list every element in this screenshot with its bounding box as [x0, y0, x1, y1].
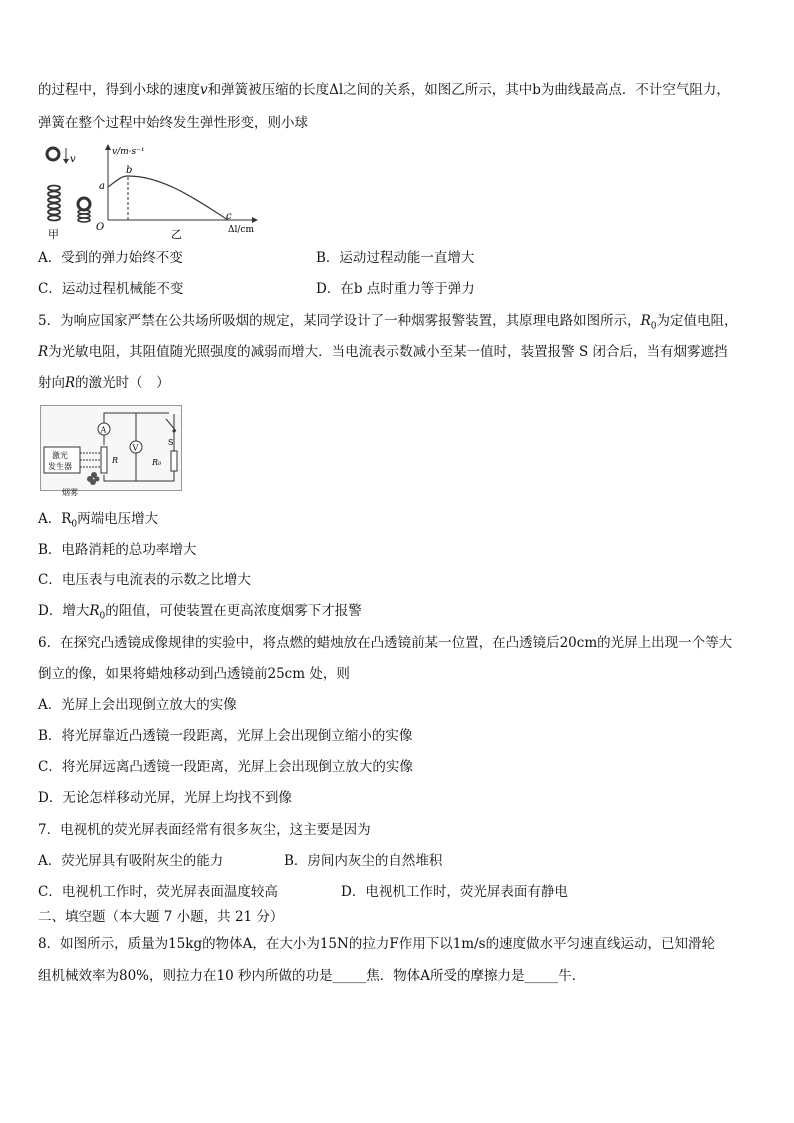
q4-v-label: v [70, 154, 76, 165]
q7-option-c[interactable]: C．电视机工作时，荧光屏表面温度较高 [38, 884, 278, 900]
q5-r0-symbol: R [640, 313, 651, 329]
section-title-fill-in: 二、填空题（本大题 7 小题，共 21 分） [38, 909, 284, 925]
spring-icon [48, 186, 60, 221]
photoresistor-label: R [112, 456, 119, 465]
q6-option-b[interactable]: B．将光屏靠近凸透镜一段距离，光屏上会出现倒立缩小的实像 [38, 728, 413, 744]
q6-stem-line1: 6．在探究凸透镜成像规律的实验中，将点燃的蜡烛放在凸透镜前某一位置，在凸透镜后20cm的光屏上出现一个等大 [38, 635, 733, 651]
q4-option-c[interactable]: C．运动过程机械能不变 [38, 281, 184, 297]
smoke-label: 烟雾 [62, 488, 78, 497]
q4-figure [40, 140, 270, 240]
q5-r-symbol: R [38, 344, 49, 360]
q5-r-symbol: R [65, 375, 76, 391]
q7-option-d[interactable]: D．电视机工作时，荧光屏表面有静电 [341, 884, 568, 900]
q5-circuit-figure [40, 405, 182, 497]
q5-stem-line3 [38, 373, 774, 393]
q6-stem-line2: 倒立的像，如果将蜡烛移动到凸透镜前25cm 处，则 [38, 666, 350, 682]
q4-stem-text: 和弹簧被压缩的长度Δl之间的关系，如图乙所示，其中b为曲线最高点．不计空气阻力， [207, 82, 730, 98]
q4-x-axis-label: Δl/cm [228, 225, 254, 235]
q5-stem-text: 为光敏电阻，其阻值随光照强度的减弱而增大．当电流表示数减小至某一值时，装置报警 S 闭合后，当有烟雾遮挡 [48, 344, 728, 360]
q4-stem-line1 [38, 80, 774, 100]
q4-stem-text: 的过程中，得到小球的速度 [38, 82, 200, 98]
q4-option-b[interactable]: B．运动过程动能一直增大 [316, 250, 475, 266]
q4-stem-line2: 弹簧在整个过程中始终发生弹性形变，则小球 [38, 115, 308, 131]
q5-option-d-subscript: 0 [99, 611, 106, 622]
x-axis-arrowhead [252, 217, 258, 223]
q5-r0-subscript: 0 [650, 321, 657, 332]
q5-stem-text: 射向 [38, 375, 65, 391]
ammeter-label: A [100, 425, 107, 435]
q8-stem-line2: 组机械效率为80%，则拉力在10 秒内所做的功是_____焦．物体A所受的摩擦力是_____牛． [38, 968, 586, 984]
q6-option-d[interactable]: D．无论怎样移动光屏，光屏上均找不到像 [38, 790, 292, 806]
y-axis-arrowhead [105, 144, 111, 150]
velocity-arrowhead [63, 159, 69, 164]
q5-stem-text: 为定值电阻， [656, 313, 738, 329]
q5-option-d[interactable] [38, 601, 362, 627]
q5-stem-line2 [38, 342, 774, 362]
switch-label: S [168, 438, 174, 447]
q5-option-a-prefix: A．R [38, 511, 72, 527]
q7-option-a[interactable]: A．荧光屏具有吸附灰尘的能力 [38, 853, 224, 869]
q5-option-b[interactable]: B．电路消耗的总功率增大 [38, 542, 197, 558]
q5-option-d-r-symbol: R [89, 603, 100, 619]
q6-option-c[interactable]: C．将光屏远离凸透镜一段距离，光屏上会出现倒立放大的实像 [38, 759, 413, 775]
laser-label-line1: 激光 [52, 451, 68, 460]
q4-option-a[interactable]: A．受到的弹力始终不变 [38, 250, 183, 266]
q5-option-a[interactable] [38, 509, 158, 535]
q4-y-axis-label: v/m·s⁻¹ [112, 147, 145, 157]
q5-option-d-text: 的阻值，可使装置在更高浓度烟雾下才报警 [105, 603, 362, 619]
q5-option-a-subscript: 0 [71, 519, 78, 530]
q4-velocity-symbol: v [200, 82, 208, 98]
q5-option-d-prefix: D．增大 [38, 603, 90, 619]
fixed-resistor-label: R₀ [152, 458, 162, 467]
q8-stem-line1: 8．如图所示，质量为15kg的物体A，在大小为15N的拉力F作用下以1m/s的速度做水平匀速直线运动，已知滑轮 [38, 936, 716, 952]
q4-option-d[interactable]: D．在b 点时重力等于弹力 [316, 281, 475, 297]
q7-option-b[interactable]: B．房间内灰尘的自然堆积 [284, 853, 443, 869]
q4-origin-label: O [96, 222, 105, 233]
q5-stem-text: 的激光时（ ） [75, 375, 170, 391]
q5-option-c[interactable]: C．电压表与电流表的示数之比增大 [38, 572, 251, 588]
q4-point-a: a [99, 181, 105, 192]
compressed-spring-ball-icon [78, 198, 90, 222]
velocity-curve [108, 176, 228, 220]
fixed-resistor-r0 [171, 451, 177, 471]
voltmeter-label: V [132, 443, 139, 453]
q4-point-c: c [226, 211, 232, 222]
q4-label-jia: 甲 [48, 228, 59, 240]
photoresistor-r [101, 447, 107, 473]
q4-point-b: b [126, 165, 133, 176]
q6-option-a[interactable]: A．光屏上会出现倒立放大的实像 [38, 697, 237, 713]
q5-option-a-text: 两端电压增大 [77, 511, 159, 527]
q7-stem-line1: 7．电视机的荧光屏表面经常有很多灰尘，这主要是因为 [38, 822, 371, 838]
ball-icon [47, 148, 59, 160]
laser-label-line2: 发生器 [48, 462, 72, 471]
q5-stem-line1 [38, 311, 774, 337]
q4-label-yi: 乙 [171, 228, 182, 240]
q5-stem-text: 5．为响应国家严禁在公共场所吸烟的规定，某同学设计了一种烟雾报警装置，其原理电路如图所示， [38, 313, 641, 329]
